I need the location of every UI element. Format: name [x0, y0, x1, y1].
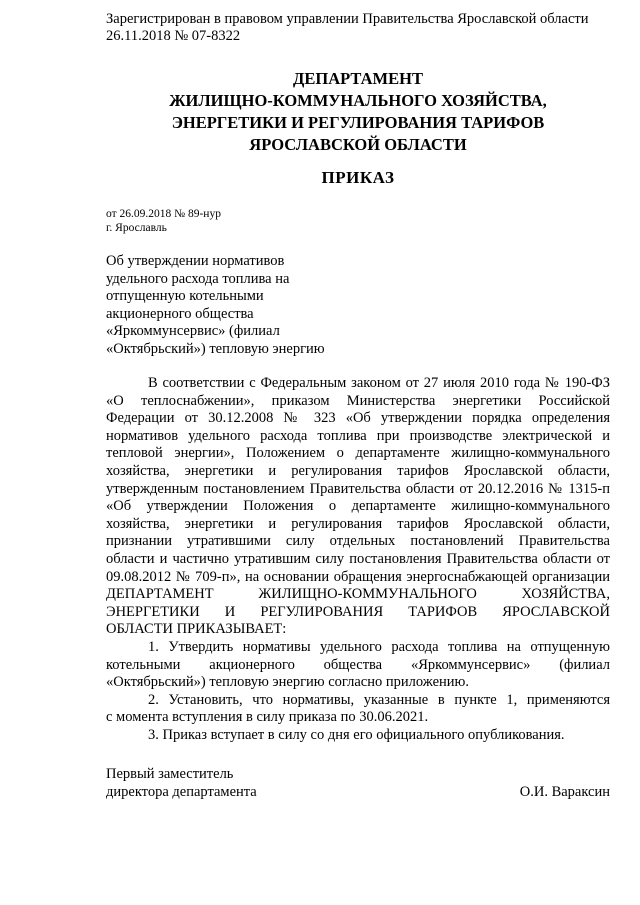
body-line: В соответствии с Федеральным законом от 27 июля 2010 года № 190-ФЗ	[148, 375, 610, 391]
signatory-position-line: директора департамента	[106, 784, 257, 800]
subject-line: «Октябрьский») тепловую энергию	[106, 340, 325, 357]
body-line: области и частично утратившим силу постановления Правительства области от	[106, 550, 610, 567]
body-line: признании утратившими силу отдельных постановлений Правительства	[106, 533, 610, 550]
body-line: хозяйства, энергетики и регулирования тарифов Ярославской области,	[106, 462, 610, 479]
body-line: ДЕПАРТАМЕНТ ЖИЛИЩНО-КОММУНАЛЬНОГО ХОЗЯЙСТВА,	[106, 586, 610, 603]
document-city: г. Ярославль	[106, 222, 167, 234]
document-date-number: от 26.09.2018 № 89-нур	[106, 208, 221, 220]
body-line: хозяйства, энергетики и регулирования тарифов Ярославской области,	[106, 515, 610, 532]
document-type-title: ПРИКАЗ	[321, 168, 395, 187]
order-item-1: 1. Утвердить нормативы удельного расхода топлива на отпущенную	[148, 638, 610, 655]
subject-line: отпущенную котельными	[106, 288, 264, 305]
registration-line: Зарегистрирован в правовом управлении Правительства Ярославской области	[106, 11, 589, 27]
document-meta	[106, 207, 221, 235]
body-line: ЭНЕРГЕТИКИ И РЕГУЛИРОВАНИЯ ТАРИФОВ ЯРОСЛАВСКОЙ	[106, 603, 610, 620]
department-line: ДЕПАРТАМЕНТ	[293, 69, 423, 88]
signatory-position-line: Первый заместитель	[106, 766, 234, 782]
document-subject	[106, 253, 325, 359]
body-line: ОБЛАСТИ ПРИКАЗЫВАЕТ:	[106, 621, 287, 638]
order-item-3: 3. Приказ вступает в силу со дня его официального опубликования.	[148, 726, 565, 743]
department-line: ЖИЛИЩНО-КОММУНАЛЬНОГО ХОЗЯЙСТВА,	[169, 91, 547, 110]
signatory-position	[106, 765, 257, 801]
body-line: котельными акционерного общества «Яркоммунсервис» (филиал	[106, 656, 610, 673]
body-line: «Октябрьский») тепловую энергию согласно приложению.	[106, 674, 470, 691]
subject-line: «Яркоммунсервис» (филиал	[106, 323, 280, 340]
order-item-2: 2. Установить, что нормативы, указанные в пункте 1, применяются	[148, 691, 610, 708]
department-line: ЭНЕРГЕТИКИ И РЕГУЛИРОВАНИЯ ТАРИФОВ	[171, 113, 545, 132]
body-line: «Об утверждении Положения о департаменте жилищно-коммунального	[106, 498, 610, 515]
subject-line: Об утверждении нормативов	[106, 253, 285, 269]
department-line: ЯРОСЛАВСКОЙ ОБЛАСТИ	[249, 135, 467, 154]
body-line: Федерации от 30.12.2008 № 323 «Об утверждении порядка определения	[106, 410, 610, 427]
body-line: тепловой энергии», Положением о департаменте жилищно-коммунального	[106, 445, 610, 462]
body-line: 09.08.2012 № 709-п», на основании обращения энергоснабжающей организации	[106, 568, 610, 585]
subject-line: акционерного общества	[106, 305, 254, 322]
body-line: с момента вступления в силу приказа по 30.06.2021.	[106, 709, 429, 726]
subject-line: удельного расхода топлива на	[106, 270, 290, 287]
body-line: нормативов удельного расхода топлива при производстве электрической и	[106, 427, 610, 444]
registration-number: 26.11.2018 № 07-8322	[106, 28, 241, 44]
document-body	[106, 375, 610, 744]
signatory-name: О.И. Вараксин	[519, 784, 610, 800]
registration-stamp	[106, 11, 589, 45]
body-line: утвержденным постановлением Правительства области от 20.12.2016 № 1315-п	[106, 480, 610, 497]
department-header	[106, 68, 610, 156]
body-line: «О теплоснабжении», приказом Министерства энергетики Российской	[106, 392, 610, 409]
